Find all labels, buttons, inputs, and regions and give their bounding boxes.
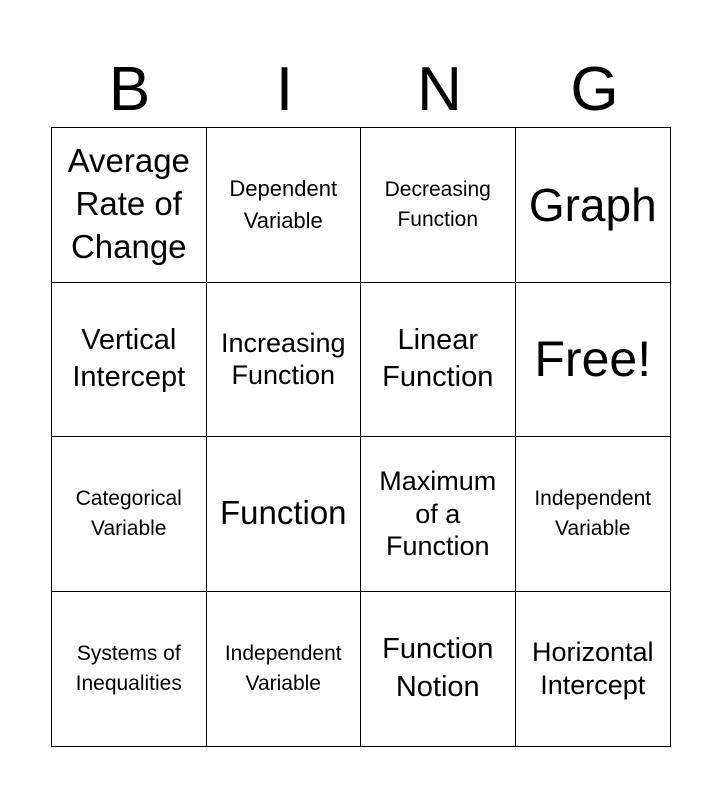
bingo-cell[interactable] [516,592,671,747]
cell-label: Decreasing Function [384,178,491,231]
cell-label: Dependent Variable [229,175,338,233]
bingo-cell[interactable] [361,592,516,747]
bingo-cell[interactable] [361,283,516,438]
cell-label: Increasing Function [220,327,346,391]
header-letter-n: N [417,55,462,124]
bingo-cell[interactable] [207,128,362,283]
cell-label: Horizontal Intercept [531,637,654,700]
bingo-cell[interactable] [516,437,671,592]
cell-label: Function [219,494,347,532]
free-space[interactable] [516,283,671,438]
cell-label: Categorical Variable [75,487,182,540]
bingo-cell[interactable] [207,283,362,438]
bingo-cell[interactable] [52,283,207,438]
header-letter-g: G [570,55,619,124]
bingo-cell[interactable] [516,128,671,283]
cell-label: Vertical Intercept [72,323,186,394]
bingo-cell[interactable] [361,437,516,592]
cell-label: Systems of Inequalities [75,642,182,695]
bingo-cell[interactable] [52,128,207,283]
cell-label: Graph [528,178,657,231]
cell-label: Independent Variable [224,642,342,695]
free-space-label: Free! [534,330,652,387]
bingo-card [51,127,671,747]
bingo-cell[interactable] [361,128,516,283]
cell-label: Function Notion [382,633,494,703]
cell-label: Average Rate of Change [67,142,190,266]
bingo-cell[interactable] [52,437,207,592]
cell-label: Maximum of a Function [379,466,497,561]
bingo-cell[interactable] [207,437,362,592]
cell-label: Linear Function [382,323,494,394]
cell-label: Independent Variable [534,487,652,540]
header-letter-i: I [275,55,294,124]
bingo-cell[interactable] [52,592,207,747]
header-letter-b: B [108,55,151,124]
bingo-cell[interactable] [207,592,362,747]
bingo-header [52,52,672,128]
